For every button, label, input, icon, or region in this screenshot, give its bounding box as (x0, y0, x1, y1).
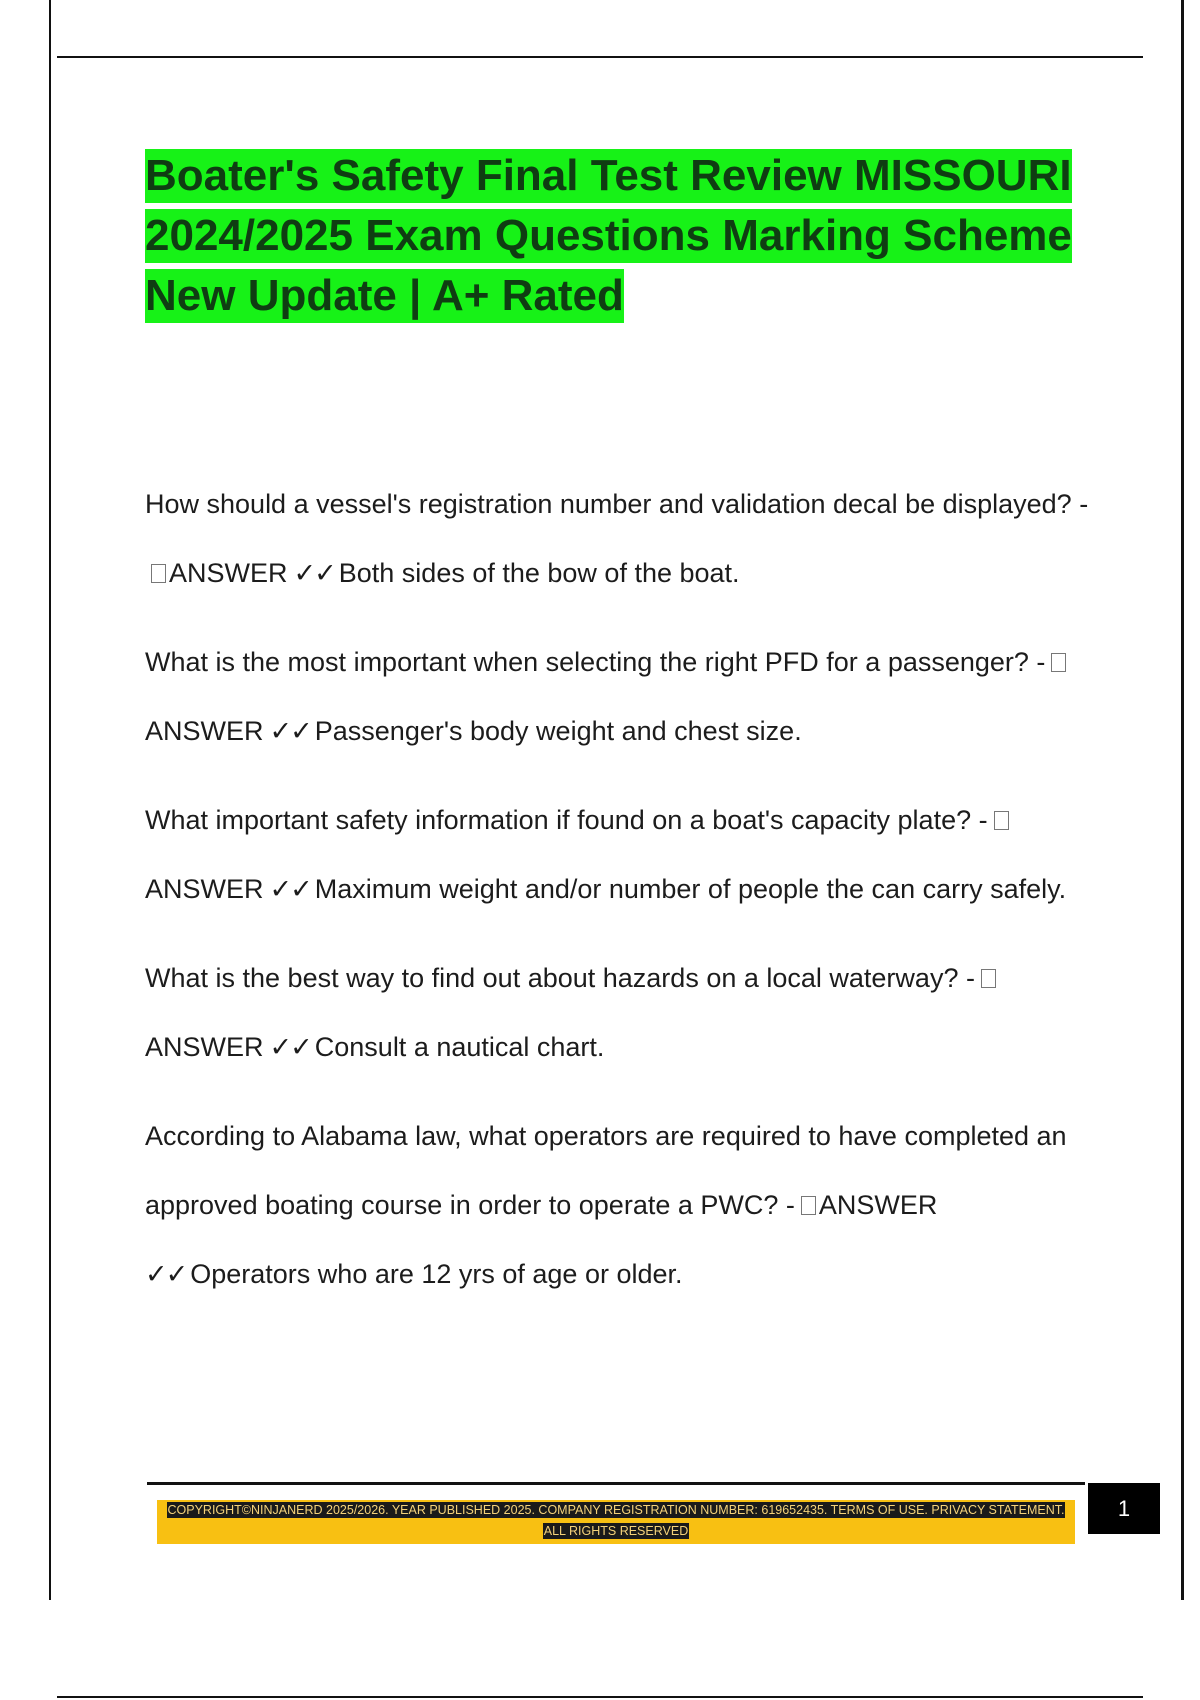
footer-rule (147, 1482, 1085, 1485)
qa-item (145, 628, 1105, 766)
question-text: What important safety information if found on a boat's capacity plate? - (145, 805, 988, 835)
qa-item (145, 944, 1105, 1082)
page-left-border (49, 0, 51, 1600)
question-text: According to Alabama law, what operators are required to have completed an approved boating course in order to operate a PWC? - (145, 1121, 1067, 1220)
qa-item (145, 1102, 1105, 1309)
copyright-footer (157, 1500, 1075, 1544)
double-check-icon: ✓✓ (269, 716, 311, 747)
header-rule (57, 56, 1143, 58)
answer-label: ANSWER (169, 558, 288, 588)
document-title-text: Boater's Safety Final Test Review MISSOURI 2024/2025 Exam Questions Marking Scheme New Update | A+ Rated (145, 149, 1072, 323)
double-check-icon: ✓✓ (269, 874, 311, 905)
answer-box-icon (994, 811, 1009, 830)
answer-box-icon (151, 564, 166, 583)
page-number: 1 (1088, 1483, 1160, 1534)
double-check-icon: ✓✓ (293, 558, 335, 589)
question-text: What is the most important when selecting the right PFD for a passenger? - (145, 647, 1046, 677)
answer-box-icon (801, 1196, 816, 1215)
next-page-rule (57, 1696, 1143, 1698)
qa-item (145, 470, 1105, 608)
qa-list (145, 470, 1105, 1329)
answer-box-icon (1051, 653, 1066, 672)
answer-text: Maximum weight and/or number of people the can carry safely. (314, 874, 1067, 904)
answer-text: Consult a nautical chart. (314, 1032, 605, 1062)
answer-label: ANSWER (818, 1190, 938, 1220)
copyright-text: COPYRIGHT©NINJANERD 2025/2026. YEAR PUBLISHED 2025. COMPANY REGISTRATION NUMBER: 619652435. TERMS OF USE. PRIVACY STATEMENT. ALL RIGHTS RESERVED (167, 1503, 1065, 1538)
double-check-icon: ✓✓ (145, 1259, 187, 1290)
answer-label: ANSWER (145, 716, 264, 746)
answer-text: Passenger's body weight and chest size. (314, 716, 802, 746)
answer-text: Both sides of the bow of the boat. (338, 558, 740, 588)
question-text: What is the best way to find out about hazards on a local waterway? - (145, 963, 975, 993)
answer-box-icon (981, 969, 996, 988)
question-text: How should a vessel's registration number and validation decal be displayed? - (145, 489, 1089, 519)
qa-item (145, 786, 1105, 924)
document-title (145, 146, 1145, 326)
answer-label: ANSWER (145, 874, 264, 904)
answer-label: ANSWER (145, 1032, 264, 1062)
double-check-icon: ✓✓ (269, 1032, 311, 1063)
page-right-border (1181, 0, 1184, 1600)
answer-text: Operators who are 12 yrs of age or older. (190, 1259, 683, 1289)
